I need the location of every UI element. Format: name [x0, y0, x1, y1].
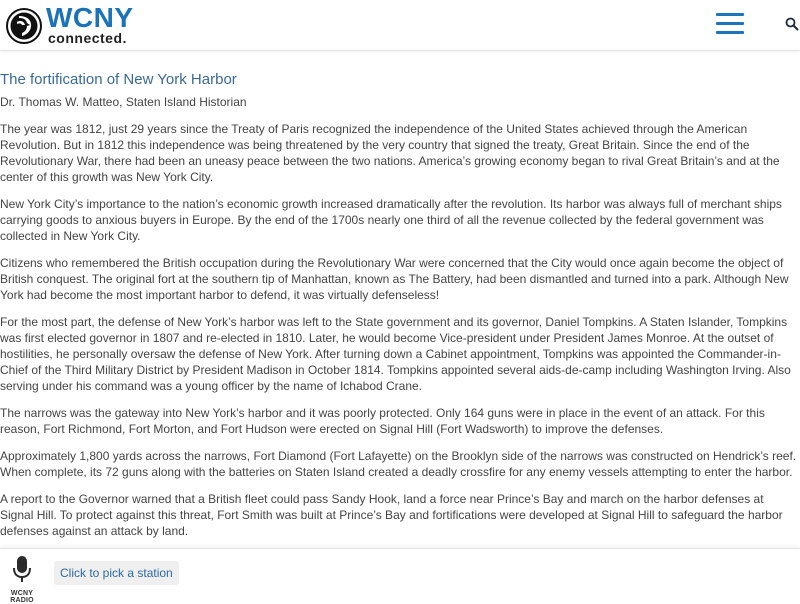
article	[0, 70, 800, 539]
radio-logo-label: WCNY RADIO	[10, 590, 34, 604]
brand-tagline: connected.	[48, 30, 127, 46]
brand-name: WCNY	[46, 2, 134, 33]
radio-player-bar	[0, 548, 800, 604]
article-title: The fortification of New York Harbor	[0, 71, 237, 88]
pick-station-button[interactable]: Click to pick a station	[54, 561, 179, 585]
article-paragraph: A report to the Governor warned that a British fleet could pass Sandy Hook, land a force near Prince’s Bay and march on the harbor defenses at Signal Hill. To protect against this threat, Fort Smith was built at Prince’s Bay and fortifications were developed at Signal Hill to safeguard the harbor defenses against an attack by land.	[0, 492, 783, 538]
pbs-head-icon	[6, 8, 42, 44]
article-paragraph: Citizens who remembered the British occupation during the Revolutionary War were concerned that the City would once again become the object of British conquest. The original fort at the southern tip of Manhattan, known as The Battery, had been dismantled and turned into a park. Although New York had become the most important harbor to defend, it was virtually defenseless!	[0, 256, 789, 302]
article-byline: Dr. Thomas W. Matteo, Staten Island Historian	[0, 95, 247, 109]
site-header	[0, 0, 800, 51]
article-paragraph: New York City’s importance to the nation’s economic growth increased dramatically after the revolution. Its harbor was always full of merchant ships carrying goods to anxious buyers in Europe. By the end of the 1700s nearly one third of all the revenue collected by the federal government was collected in New York City.	[0, 197, 782, 243]
hamburger-menu-icon[interactable]	[716, 13, 744, 37]
article-paragraph: Approximately 1,800 yards across the narrows, Fort Diamond (Fort Lafayette) on the Brooklyn side of the narrows was constructed on Hendrick’s reef. When complete, its 72 guns along with the batteries on Staten Island created a deadly crossfire for any enemy vessels attempting to enter the harbor.	[0, 449, 797, 479]
microphone-icon	[10, 555, 34, 585]
wcny-logo[interactable]	[6, 2, 136, 46]
article-paragraph: For the most part, the defense of New York’s harbor was left to the State government and its governor, Daniel Tompkins. A Staten Islander, Tompkins was first elected governor in 1807 and re-elected in 1810. Later, he would become Vice-president under President James Monroe. At the outset of hostilities, he personally oversaw the defense of New York. After turning down a Cabinet appointment, Tompkins was appointed the Commander-in-Chief of the Third Military District by President Madison in October 1814. Tompkins appointed several aids-de-camp including Washington Irving. Also serving under his command was a young officer by the name of Ichabod Crane.	[0, 315, 791, 393]
article-paragraph: The narrows was the gateway into New York’s harbor and it was poorly protected. Only 164 guns were in place in the event of an attack. For this reason, Fort Richmond, Fort Morton, and Fort Hudson were erected on Signal Hill (Fort Wadsworth) to improve the defenses.	[0, 406, 765, 436]
article-paragraph: The year was 1812, just 29 years since the Treaty of Paris recognized the independence of the United States achieved through the American Revolution. But in 1812 this independence was being threatened by the very country that signed the treaty, Great Britain. Since the end of the Revolutionary War, there had been an uneasy peace between the two nations. America’s growing economy began to rival Great Britain’s and at the center of this growth was New York City.	[0, 122, 780, 184]
search-icon[interactable]	[785, 17, 799, 31]
wcny-radio-logo[interactable]	[0, 555, 44, 604]
